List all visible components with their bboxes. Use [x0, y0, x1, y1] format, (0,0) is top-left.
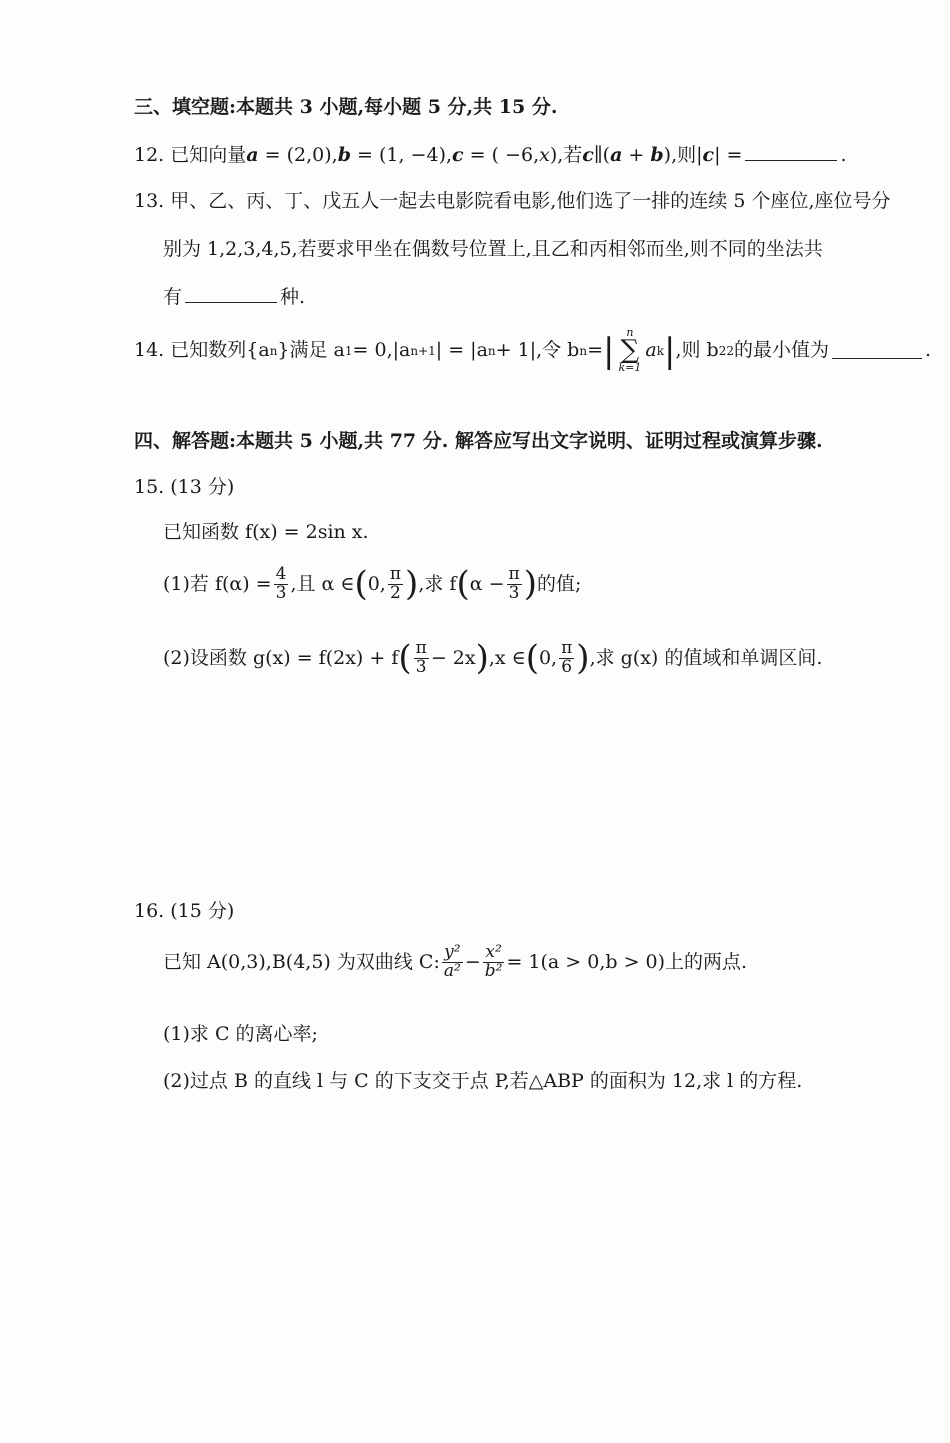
vector-c: c	[452, 144, 464, 166]
question-16-part-2: (2)过点 B 的直线 l 与 C 的下支交于点 P,若△ABP 的面积为 12,求 l 的方程.	[163, 1070, 803, 1092]
fraction-pi-3	[507, 566, 522, 603]
vector-a-value: = (2,0),	[258, 144, 338, 166]
paren-left-3: (	[398, 638, 412, 679]
parallel-symbol: ∥(	[593, 144, 611, 166]
answer-blank-12[interactable]	[745, 159, 837, 161]
fraction-pi-2	[388, 566, 403, 603]
question-16-number: 16. (15 分)	[134, 900, 235, 922]
question-13-line-2: 别为 1,2,3,4,5,若要求甲坐在偶数号位置上,且乙和丙相邻而坐,则不同的坐法共	[163, 238, 823, 260]
fraction-4-3	[274, 566, 289, 603]
q15-p2-int-a: 0,	[538, 646, 558, 669]
q15-p1-end: 的值;	[536, 572, 582, 595]
fraction-x2-b2	[483, 944, 505, 981]
sub-1: 1	[344, 343, 353, 358]
abs-bar-left: |	[603, 330, 615, 371]
q14-post: ,则 b	[675, 339, 719, 362]
frac-den: 3	[415, 656, 427, 677]
q14-eq: =	[587, 339, 604, 362]
vector-c-2: c	[582, 144, 594, 166]
q16-given-pre: 已知 A(0,3),B(4,5) 为双曲线 C:	[163, 950, 440, 973]
q15-p2-mid: ,x ∈	[488, 646, 526, 669]
frac-den: 3	[275, 582, 287, 603]
q12-text-3: ),则|	[663, 144, 703, 166]
paren-left-4: (	[525, 638, 539, 679]
q15-p2-pre: (2)设函数 g(x) = f(2x) + f	[163, 646, 399, 669]
frac-den: b²	[484, 960, 503, 981]
question-12	[134, 144, 847, 167]
q13-text-3a: 有	[163, 286, 183, 308]
question-13-line-3	[163, 286, 305, 309]
q15-p1-arg: α −	[469, 572, 505, 595]
minus-sign: −	[464, 950, 481, 973]
q15-p1-pre: (1)若 f(α) =	[163, 572, 272, 595]
frac-num: 4	[275, 564, 287, 584]
vector-c-3: c	[702, 144, 715, 166]
sub-n: n	[269, 343, 278, 358]
q12-eq: | =	[714, 144, 743, 166]
q16-given-post: = 1(a > 0,b > 0)上的两点.	[506, 950, 748, 973]
vector-c-value: = ( −6,	[463, 144, 540, 166]
frac-num: π	[415, 638, 427, 658]
frac-den: 6	[561, 656, 573, 677]
question-15-part-1	[163, 566, 581, 603]
fraction-y2-a2	[442, 944, 463, 981]
q15-p2-end: ,求 g(x) 的值域和单调区间.	[589, 646, 823, 669]
frac-num: π	[389, 564, 402, 584]
frac-den: 3	[508, 582, 520, 603]
q12-text-2: ),若	[549, 144, 583, 166]
vector-b-2: b	[650, 144, 664, 166]
frac-num: π	[561, 638, 573, 658]
sub-n-plus-1: n+1	[410, 343, 436, 358]
sub-22: 22	[718, 343, 734, 358]
vector-a: a	[246, 144, 259, 166]
q13-text-1: 甲、乙、丙、丁、戊五人一起去电影院看电影,他们选了一排的连续 5 个座位,座位号分	[170, 190, 891, 212]
fraction-pi-6	[559, 640, 574, 677]
fraction-pi-3-b	[414, 640, 429, 677]
q13-text-3b: 种.	[280, 286, 306, 308]
question-14	[134, 328, 931, 374]
question-16-given	[163, 944, 747, 981]
q14-mid-3: | = |a	[435, 339, 488, 362]
var-x: x	[539, 144, 550, 166]
q15-p1-mid: ,且 α ∈	[290, 572, 355, 595]
question-15-given: 已知函数 f(x) = 2sin x.	[163, 521, 369, 543]
answer-blank-14[interactable]	[832, 357, 922, 359]
summation	[618, 328, 641, 374]
sub-n-2: n	[487, 343, 496, 358]
abs-bar-right: |	[663, 330, 676, 371]
sum-upper-limit: n	[626, 326, 634, 339]
answer-blank-13[interactable]	[185, 301, 277, 303]
sigma-symbol: ∑	[620, 335, 640, 366]
sub-n-3: n	[579, 343, 588, 358]
question-12-number: 12.	[134, 144, 165, 166]
frac-den: 2	[390, 582, 401, 603]
paren-right: )	[405, 564, 419, 605]
q15-p1-int-a: 0,	[367, 572, 386, 595]
q12-end: .	[840, 144, 847, 166]
q14-mid-1: }满足 a	[277, 339, 345, 362]
plus-sign: +	[622, 144, 651, 166]
q14-mid-2: = 0,|a	[352, 339, 411, 362]
paren-right-2: )	[523, 564, 537, 605]
frac-num: x²	[485, 942, 502, 962]
frac-num: π	[508, 564, 520, 584]
frac-num: y²	[444, 942, 461, 962]
paren-right-4: )	[576, 638, 590, 679]
paren-right-3: )	[475, 638, 489, 679]
question-14-number: 14.	[134, 339, 165, 362]
q14-post-2: 的最小值为	[733, 339, 829, 362]
q14-mid-4: + 1|,令 b	[495, 339, 580, 362]
frac-den: a²	[443, 960, 461, 981]
q15-p1-mid2: ,求 f	[418, 572, 457, 595]
sum-lower-limit: k=1	[618, 361, 642, 375]
q14-text: 已知数列{a	[170, 339, 270, 362]
vector-b-value: = (1, −4),	[350, 144, 453, 166]
term-a: a	[645, 339, 657, 362]
question-16-part-1: (1)求 C 的离心率;	[163, 1023, 318, 1045]
question-13-line-1	[134, 190, 891, 213]
q12-text: 已知向量	[170, 144, 247, 166]
paren-left: (	[354, 564, 368, 605]
question-13-number: 13.	[134, 190, 165, 212]
q15-p2-arg-post: − 2x	[430, 646, 476, 669]
sub-k: k	[656, 343, 664, 358]
section-3-heading: 三、填空题:本题共 3 小题,每小题 5 分,共 15 分.	[134, 96, 558, 118]
section-4-heading: 四、解答题:本题共 5 小题,共 77 分. 解答应写出文字说明、证明过程或演算步骤.	[134, 430, 823, 452]
question-15-number: 15. (13 分)	[134, 476, 235, 498]
vector-a-2: a	[610, 144, 623, 166]
vector-b: b	[337, 144, 351, 166]
question-15-part-2	[163, 640, 822, 677]
paren-left-2: (	[456, 564, 470, 605]
q14-end: .	[925, 339, 932, 362]
